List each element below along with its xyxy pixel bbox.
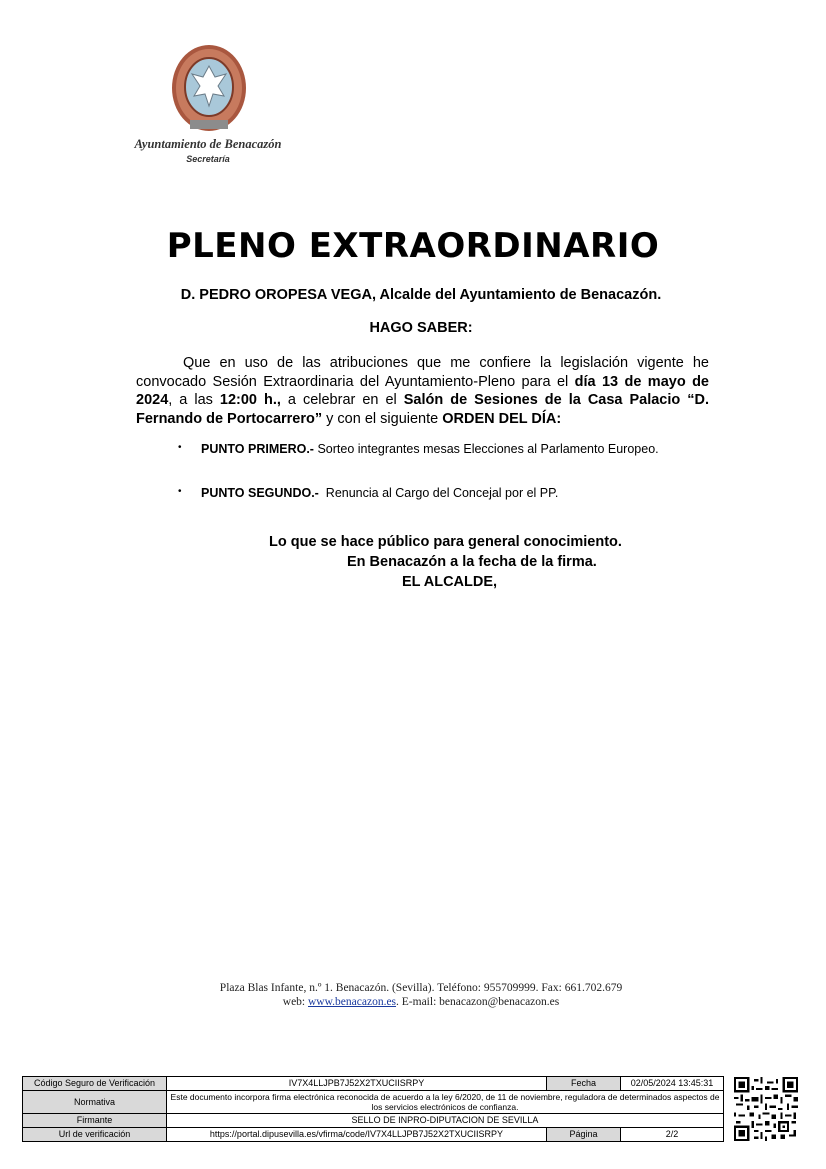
agenda-item-text: Renuncia al Cargo del Concejal por el PP. (318, 486, 559, 500)
document-title: PLENO EXTRAORDINARIO (166, 226, 660, 266)
signature-title: EL ALCALDE, (402, 574, 498, 590)
bullet-icon: • (178, 442, 182, 453)
normativa-label: Normativa (23, 1091, 167, 1114)
mayor-name: D. PEDRO OROPESA VEGA (180, 287, 372, 303)
web-label: web: (282, 996, 308, 1008)
agenda-heading: ORDEN DEL DÍA: (442, 410, 562, 427)
session-place: Salón de Sesiones de la Casa Palacio “D. Fernando de Portocarrero” (136, 392, 710, 427)
fecha-label: Fecha (547, 1077, 621, 1091)
department-name: Secretaría (186, 154, 230, 164)
hago-saber-heading: HAGO SABER: (369, 320, 473, 336)
address-line: Plaza Blas Infante, n.º 1. Benacazón. (Sevilla). Teléfono: 955709999. Fax: 661.702.679 (219, 982, 623, 994)
contact-line (0, 995, 826, 1009)
agenda-item-text: Sorteo integrantes mesas Elecciones al Parlamento Europeo. (313, 442, 659, 456)
website-link[interactable]: www.benacazon.es (308, 996, 397, 1008)
closing-line-2: En Benacazón a la fecha de la firma. (347, 554, 597, 570)
pagina-value: 2/2 (621, 1128, 724, 1142)
mayor-role: , Alcalde del Ayuntamiento de Benacazón. (371, 287, 662, 303)
table-row (23, 1077, 724, 1091)
firmante-label: Firmante (23, 1114, 167, 1128)
fecha-value: 02/05/2024 13:45:31 (621, 1077, 724, 1091)
municipal-crest-icon (170, 44, 248, 136)
closing-line-1: Lo que se hace público para general conocimiento. (269, 534, 622, 550)
body-text-3: a celebrar en el (280, 392, 404, 408)
agenda-item-label: PUNTO SEGUNDO.- (201, 486, 319, 500)
table-row (23, 1114, 724, 1128)
verification-table (22, 1076, 724, 1142)
qr-code-icon (734, 1077, 798, 1141)
footer-address (0, 981, 826, 1009)
bullet-icon: • (178, 486, 182, 497)
firmante-value: SELLO DE INPRO-DIPUTACION DE SEVILLA (167, 1114, 724, 1128)
email-text: . E-mail: benacazon@benacazon.es (396, 996, 560, 1008)
body-text-4: y con el siguiente (322, 410, 443, 427)
body-text-2: , a las (168, 392, 220, 408)
body-text-1: Que en uso de las atribuciones que me confiere la legislación vigente he convocado Sesión Extraordinaria del Ayuntamiento-Pleno para el (136, 355, 709, 390)
header-logo (118, 44, 298, 169)
pagina-label: Página (547, 1128, 621, 1142)
table-row (23, 1128, 724, 1142)
mayor-line (0, 287, 826, 303)
organization-name: Ayuntamiento de Benacazón (134, 137, 282, 151)
session-time: 12:00 h., (219, 392, 281, 408)
table-row (23, 1091, 724, 1114)
session-date: día 13 de mayo de 2024 (136, 373, 709, 408)
body-paragraph (136, 354, 709, 428)
agenda-item-label: PUNTO PRIMERO.- (201, 442, 314, 456)
url-label: Url de verificación (23, 1128, 167, 1142)
csv-value: IV7X4LLJPB7J52X2TXUCIISRPY (167, 1077, 547, 1091)
url-value[interactable]: https://portal.dipusevilla.es/vfirma/code/IV7X4LLJPB7J52X2TXUCIISRPY (167, 1128, 547, 1142)
csv-label: Código Seguro de Verificación (23, 1077, 167, 1091)
normativa-value: Este documento incorpora firma electrónica reconocida de acuerdo a la ley 6/2020, de 11 de noviembre, reguladora de determinados aspectos de los servicios electrónicos de confianza. (167, 1091, 724, 1114)
